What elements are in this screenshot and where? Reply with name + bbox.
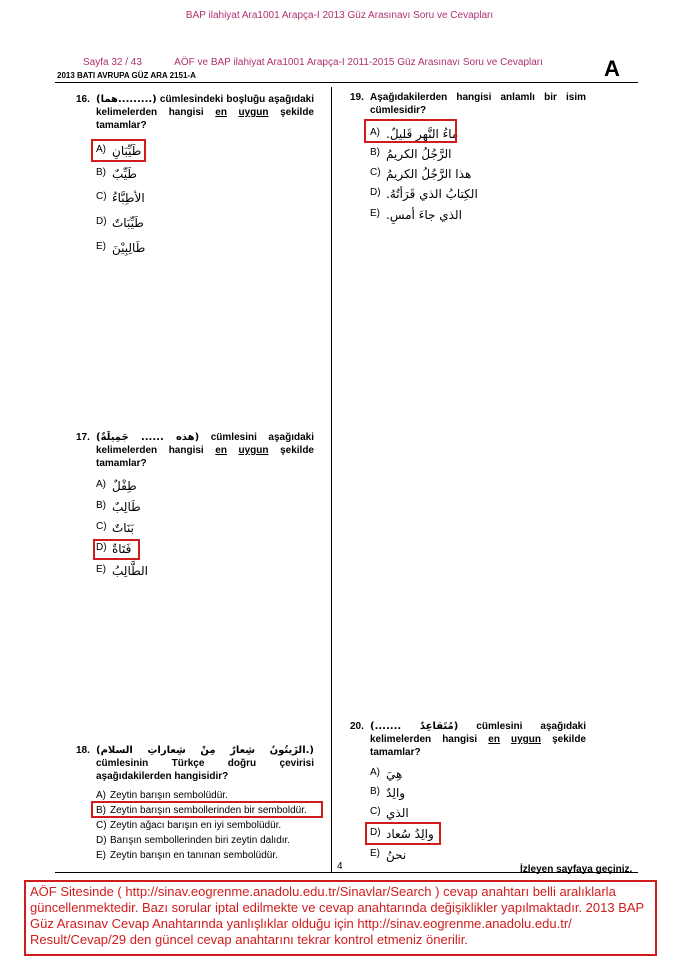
option-text: والِدٌ [386, 786, 406, 800]
option-label: D) [370, 827, 381, 838]
option-label: C) [96, 191, 107, 202]
option-text: الكِتابُ الذي قَرَأتُهُ. [386, 187, 478, 201]
option-text: هذا الرَّجُلُ الكريمُ [386, 167, 472, 181]
stem-uygun: uygun [238, 107, 269, 118]
stem-end: şekilde tamamlar? [96, 107, 314, 131]
option-label: C) [96, 820, 107, 831]
question-number: 17. [76, 432, 90, 443]
stem-arabic: (هما.........) [96, 94, 157, 105]
stem-text: cümlesindeki boşluğu aşağıdaki kelimelerden hangisi [96, 94, 314, 118]
option-text: فَتَاةٌ [112, 542, 132, 556]
stem-arabic: (....... مُتَقاعِدٌ) [370, 721, 459, 732]
stem-text: Aşağıdakilerden hangisi anlamlı bir isim cümlesidir? [370, 92, 586, 116]
option-label: B) [96, 500, 106, 511]
question-number: 18. [76, 745, 90, 756]
option-label: E) [370, 208, 380, 219]
option-label: E) [96, 850, 106, 861]
question-20 [350, 720, 586, 862]
option-text: طَالِبٌ [112, 500, 141, 514]
stem-uygun: uygun [238, 445, 269, 456]
answer-key-notice: AÖF Sitesinde ( http://sinav.eogrenme.anadolu.edu.tr/Sinavlar/Search ) cevap anahtarı belli aralıklarla güncellenmektedir. Bazı sorular iptal edilmekte ve cevap anahtarında değişiklikler yapılmaktadır. 2013 BAP Güz Arasınav Cevap Anahtarında yanlışlıklar olduğu için http://sinav.eogrenme.anadolu.edu.tr/ Result/Cevap/29 den güncel cevap anahtarını tekrar kontrol etmeniz önerilir. [24, 880, 657, 956]
question-stem [76, 93, 314, 132]
page-header-line [83, 57, 543, 68]
question-stem [350, 720, 586, 759]
question-stem [76, 744, 314, 783]
option-text: الرَّجُلُ الكريمُ [386, 147, 452, 161]
answer-highlight-q19 [364, 119, 457, 143]
stem-arabic: (الزَيتُونُ شِعارٌ مِنْ شِعاراتِ السلام.) [96, 745, 314, 756]
booklet-type: A [604, 56, 620, 81]
option-text: الذي [386, 806, 409, 820]
page-number: 4 [337, 861, 343, 872]
option-label: A) [96, 144, 106, 155]
stem-text: cümlesini aşağıdaki kelimelerden hangisi [370, 721, 586, 745]
stem-text: cümlesinin Türkçe doğru çevirisi aşağıdakilerden hangisidir? [96, 758, 314, 782]
option-text: ماءُ النَّهرِ قَليلٌ. [386, 127, 459, 141]
option-label: D) [96, 216, 107, 227]
option-label: C) [96, 521, 107, 532]
option-label: E) [370, 848, 380, 859]
option-text: Zeytin barışın sembolüdür. [110, 790, 228, 801]
option-text: الأطِبَّاءُ [112, 191, 145, 205]
option-label: B) [96, 167, 106, 178]
document-subtitle: AÖF ve BAP ilahiyat Ara1001 Arapça-I 2011-2015 Güz Arasınavı Soru ve Cevapları [174, 57, 543, 68]
page-indicator: Sayfa 32 / 43 [83, 57, 142, 68]
answer-highlight-q20 [365, 822, 441, 845]
option-label: B) [370, 147, 380, 158]
stem-en: en [215, 107, 227, 118]
option-label: D) [96, 835, 107, 846]
option-text: طَيِّبٌ [112, 167, 137, 181]
top-rule [55, 82, 638, 83]
option-text: الذي جاءَ أمسِ. [386, 208, 462, 222]
next-page-note: İzleyen sayfaya geçiniz. [520, 864, 633, 875]
column-divider [331, 87, 332, 872]
answer-highlight-q16 [91, 139, 146, 162]
question-number: 19. [350, 92, 364, 103]
question-stem [76, 431, 314, 470]
option-text: نحنُ [386, 848, 407, 862]
option-text: Barışın sembollerinden biri zeytin dalıdır. [110, 835, 291, 846]
stem-end: şekilde tamamlar? [370, 734, 586, 758]
question-number: 20. [350, 721, 364, 732]
option-label: A) [370, 767, 380, 778]
option-label: C) [370, 167, 381, 178]
option-label: C) [370, 806, 381, 817]
option-label: A) [96, 790, 106, 801]
option-text: والِدُ سُعاد [386, 827, 434, 841]
option-text: طَيِّبَاتٌ [112, 216, 144, 230]
option-text: طَالِبِيْنَ [112, 241, 146, 255]
option-text: طِفْلٌ [112, 479, 137, 493]
option-text: Zeytin ağacı barışın en iyi sembolüdür. [110, 820, 282, 831]
question-17 [76, 431, 314, 578]
option-label: D) [370, 187, 381, 198]
option-label: E) [96, 241, 106, 252]
stem-text: cümlesini aşağıdaki kelimelerden hangisi [96, 432, 314, 456]
question-19 [350, 91, 586, 222]
question-number: 16. [76, 94, 90, 105]
stem-arabic: (هذه ...... جَمِيلَةٌ) [96, 432, 200, 443]
answer-highlight-q17 [93, 539, 140, 560]
page-header-title: BAP ilahiyat Ara1001 Arapça-I 2013 Güz Arasınavı Soru ve Cevapları [185, 10, 494, 21]
answer-highlight-q18 [91, 801, 323, 818]
option-text: Zeytin barışın en tanınan sembolüdür. [110, 850, 278, 861]
option-label: A) [96, 479, 106, 490]
option-label: B) [370, 786, 380, 797]
stem-end: şekilde tamamlar? [96, 445, 314, 469]
option-label: E) [96, 564, 106, 575]
option-text: هِيَ [386, 767, 403, 781]
stem-en: en [488, 734, 500, 745]
option-text: طَيِّبَانِ [112, 144, 142, 158]
option-text: الطَّالِبُ [112, 564, 148, 578]
option-text: بَنَاتٌ [112, 521, 134, 535]
stem-uygun: uygun [511, 734, 542, 745]
option-label: A) [370, 127, 380, 138]
option-label: B) [96, 805, 106, 816]
exam-code: 2013 BATI AVRUPA GÜZ ARA 2151-A [57, 71, 196, 80]
option-text: Zeytin barışın sembollerinden bir semboldür. [110, 805, 307, 816]
question-stem [350, 91, 586, 117]
stem-en: en [215, 445, 227, 456]
question-16 [76, 93, 314, 255]
option-label: D) [96, 542, 107, 553]
question-18 [76, 744, 314, 861]
